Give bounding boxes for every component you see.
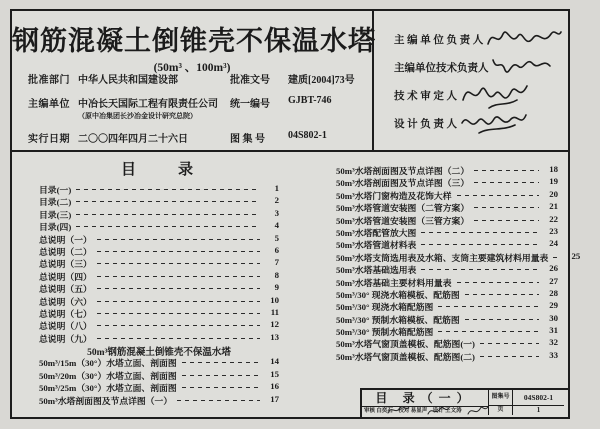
toc-item-label: 总说明（四） (39, 271, 92, 282)
info-row-date (28, 130, 366, 145)
toc-item-label: 50m³水塔支筒选用表及水箱、支筒主要建筑材料用量表 (336, 252, 549, 263)
dash-leader (97, 301, 260, 302)
info-value (78, 95, 230, 121)
toc-item-page: 24 (549, 238, 558, 249)
toc-item (336, 288, 558, 300)
toc-item-page: 21 (549, 201, 558, 212)
toc-item (336, 226, 558, 238)
toc-item (39, 344, 279, 359)
signature-row (394, 81, 568, 109)
toc-item-label: 50m³水塔基础主要材料用量表 (336, 277, 452, 288)
info-label: 实行日期 (28, 134, 70, 145)
toc-item-page: 14 (270, 356, 279, 367)
toc-item-label: 50m³/30° 预制水箱配筋图 (336, 327, 434, 338)
dash-leader (465, 294, 539, 295)
signature-row (394, 25, 568, 53)
toc-item-page: 15 (270, 368, 279, 379)
dash-leader (474, 207, 539, 208)
sheet-title: 目 录（一） (362, 390, 489, 406)
dash-leader (480, 343, 539, 344)
toc-item (39, 394, 279, 406)
toc-item-label: 50m³/20m（30°）水塔立面、剖面图 (39, 370, 177, 381)
toc-item-label: 50m³水塔剖面图及节点详图（二） (336, 166, 470, 176)
dash-leader (97, 239, 260, 240)
toc-item-label: 50m³钢筋混凝土倒锥壳不保温水塔 (87, 348, 231, 359)
toc-item-page: 29 (549, 300, 558, 311)
dash-leader (438, 306, 539, 307)
toc-item (39, 245, 279, 257)
signature-box (374, 11, 568, 150)
top-section (12, 11, 568, 152)
dash-leader (97, 251, 260, 252)
toc-item (336, 263, 558, 275)
toc-item-page: 22 (549, 213, 558, 224)
toc-item (39, 381, 279, 393)
toc-item-label: 50m³水塔门窗构造及花饰大样 (336, 190, 452, 201)
toc-item (336, 214, 558, 226)
dash-leader (97, 325, 260, 326)
toc-item (336, 313, 558, 325)
toc-item-label: 50m³水塔管道安装图（二管方案） (336, 203, 470, 214)
toc-item (39, 233, 279, 245)
toc-left-column (39, 158, 279, 406)
toc-right-column (336, 164, 581, 362)
dash-leader (457, 195, 539, 196)
page-label: 页 (489, 406, 513, 415)
signature-label: 主编单位技术负责人 (394, 62, 489, 74)
signature-label: 主 编 单 位 负 责 人 (394, 34, 484, 46)
info-value: 中华人民共和国建设部 (78, 75, 178, 86)
toc-item (39, 208, 279, 220)
toc-item-page: 1 (274, 183, 279, 193)
toc-section (12, 152, 581, 417)
toc-item (336, 300, 558, 312)
toc-item-label: 总说明（一） (39, 234, 92, 245)
handwritten-signature (459, 78, 531, 112)
dash-leader (553, 257, 561, 258)
info-label: 主编单位 (28, 99, 70, 110)
toc-item-page: 27 (549, 275, 558, 286)
toc-item-label: 总说明（五） (39, 284, 92, 295)
dash-leader (474, 170, 539, 171)
toc-item-page: 28 (549, 287, 558, 298)
dash-leader (480, 356, 539, 357)
dash-leader (177, 400, 260, 401)
toc-item-label: 目录(二) (39, 197, 72, 208)
toc-item-label: 总说明（七） (39, 308, 92, 319)
dash-leader (97, 276, 260, 277)
toc-item-page: 18 (549, 164, 558, 174)
toc-item-label: 50m³/30° 预制水箱模板、配筋图 (336, 314, 460, 325)
toc-item (336, 176, 558, 188)
toc-item-page: 30 (549, 312, 558, 323)
credits-row (362, 406, 489, 415)
toc-item (39, 356, 279, 368)
toc-item-page: 25 (571, 250, 581, 261)
info-row-approval (28, 71, 366, 86)
info-value: 04S802-1 (288, 130, 327, 141)
toc-item (336, 350, 558, 362)
toc-item-page: 4 (274, 220, 279, 231)
toc-item (336, 189, 558, 201)
title-block (360, 388, 570, 419)
toc-item-label: 目录(四) (39, 222, 72, 233)
dash-leader (97, 313, 260, 314)
toc-item-label: 50m³水塔气窗顶盖模板、配筋图(一) (336, 339, 475, 350)
dash-leader (97, 338, 260, 339)
toc-item (336, 164, 558, 176)
toc-item-page: 20 (549, 188, 558, 199)
toc-item (39, 220, 279, 232)
toc-item-label: 总说明（六） (39, 296, 92, 307)
toc-item-page: 13 (270, 331, 279, 342)
toc-right-list (336, 164, 581, 362)
info-value: 建质[2004]73号 (288, 75, 355, 86)
toc-item-label: 50m³水塔剖面图及节点详图（一） (39, 395, 173, 406)
handwritten-signature (485, 24, 563, 54)
approval-info (28, 71, 366, 154)
toc-item (336, 337, 558, 349)
toc-item (336, 238, 558, 250)
editor-former-name: （原中冶集团长沙冶金设计研究总院） (78, 112, 197, 120)
toc-item-page: 17 (270, 393, 279, 404)
toc-item-label: 50m³/15m（30°）水塔立面、剖面图 (39, 358, 177, 369)
toc-item-page: 8 (274, 269, 279, 280)
toc-item (39, 319, 279, 331)
toc-item (336, 201, 558, 213)
toc-item-page: 16 (270, 381, 279, 392)
toc-item-page: 26 (549, 263, 558, 274)
info-row-editor (28, 95, 366, 121)
toc-item (39, 282, 279, 294)
dash-leader (474, 182, 539, 183)
toc-item-label: 50m³/30° 现浇水箱配筋图 (336, 302, 434, 313)
toc-item-label: 50m³水塔配管放大图 (336, 227, 417, 238)
toc-item-page: 3 (274, 207, 279, 218)
dash-leader (76, 189, 260, 190)
toc-item-label: 总说明（八） (39, 321, 92, 332)
toc-item-label: 50m³水塔管道材料表 (336, 240, 417, 251)
toc-item-page: 19 (549, 176, 558, 187)
toc-item-label: 50m³水塔气窗顶盖模板、配筋图(二) (336, 351, 475, 362)
toc-item-label: 50m³水塔管道安装图（三管方案） (336, 215, 470, 226)
dash-leader (182, 387, 260, 388)
toc-item (336, 325, 558, 337)
dash-leader (182, 375, 260, 376)
document-subtitle: (50m³ 、100m³) (153, 62, 231, 74)
dash-leader (457, 282, 539, 283)
toc-item-page: 2 (274, 195, 279, 206)
signature-row (394, 53, 568, 81)
toc-item (39, 195, 279, 207)
dash-leader (421, 232, 539, 233)
toc-item-page: 5 (274, 232, 279, 243)
page-number: 1 (536, 406, 541, 414)
toc-item-page: 7 (274, 257, 279, 268)
atlas-number-value: 04S802-1 (513, 390, 564, 406)
dash-leader (76, 214, 260, 215)
toc-item-page: 10 (270, 294, 279, 305)
toc-item-label: 目录(三) (39, 209, 72, 220)
toc-item-label: 总说明（三） (39, 259, 92, 270)
dash-leader (465, 319, 539, 320)
toc-item-label: 50m³水塔剖面图及节点详图（三） (336, 178, 470, 189)
toc-item (39, 257, 279, 269)
toc-item (39, 270, 279, 282)
info-label: 批准文号 (230, 75, 270, 86)
dash-leader (421, 244, 539, 245)
info-value: 二〇〇四年四月二十六日 (78, 134, 188, 145)
dash-leader (438, 331, 539, 332)
toc-item-page: 23 (549, 225, 558, 236)
info-value: GJBT-746 (288, 95, 332, 106)
toc-item-page: 6 (274, 244, 279, 255)
handwritten-signature (459, 109, 529, 137)
signature-label: 技 术 审 定 人 (394, 90, 457, 102)
toc-item-label: 50m³/30° 现浇水箱模板、配筋图 (336, 289, 460, 300)
signature-label: 设 计 负 责 人 (394, 118, 457, 130)
page-frame (10, 9, 581, 419)
dash-leader (474, 220, 539, 221)
toc-heading: 目 录 (120, 161, 197, 178)
toc-item-page: 31 (549, 325, 558, 336)
toc-item (39, 183, 279, 195)
dash-leader (76, 201, 260, 202)
info-label: 图 集 号 (230, 134, 265, 145)
toc-item-label: 总说明（九） (39, 333, 92, 344)
dash-leader (182, 362, 260, 363)
toc-left-list (39, 183, 279, 406)
toc-item-label: 总说明（二） (39, 246, 92, 257)
toc-item (39, 307, 279, 319)
dash-leader (97, 263, 260, 264)
info-label: 统一编号 (230, 99, 270, 110)
toc-item-label: 50m³/25m（30°）水塔立面、剖面图 (39, 383, 177, 394)
info-label: 批准部门 (28, 75, 70, 86)
toc-item (336, 276, 558, 288)
editor-name: 中冶长天国际工程有限责任公司 (78, 99, 218, 110)
toc-item-page: 12 (270, 319, 279, 330)
toc-item-label: 50m³水塔基础选用表 (336, 265, 417, 276)
toc-item (39, 332, 279, 344)
toc-item-page: 32 (549, 337, 558, 348)
title-box (12, 11, 374, 150)
signature-row (394, 109, 568, 137)
toc-item-label: 目录(一) (39, 185, 72, 195)
toc-item-page: 9 (274, 282, 279, 293)
credits-text: 审核 白奕石 校对 易显声 设计 王文涛 (364, 408, 462, 414)
document-title: 钢筋混凝土倒锥壳不保温水塔 (12, 26, 376, 56)
dash-leader (76, 226, 260, 227)
toc-item (336, 250, 581, 263)
toc-item-page: 11 (270, 306, 279, 317)
toc-item (39, 295, 279, 307)
dash-leader (97, 288, 260, 289)
dash-leader (421, 269, 539, 270)
toc-item-page: 33 (549, 349, 558, 360)
toc-item (39, 369, 279, 381)
atlas-number-label: 图集号 (489, 390, 513, 406)
